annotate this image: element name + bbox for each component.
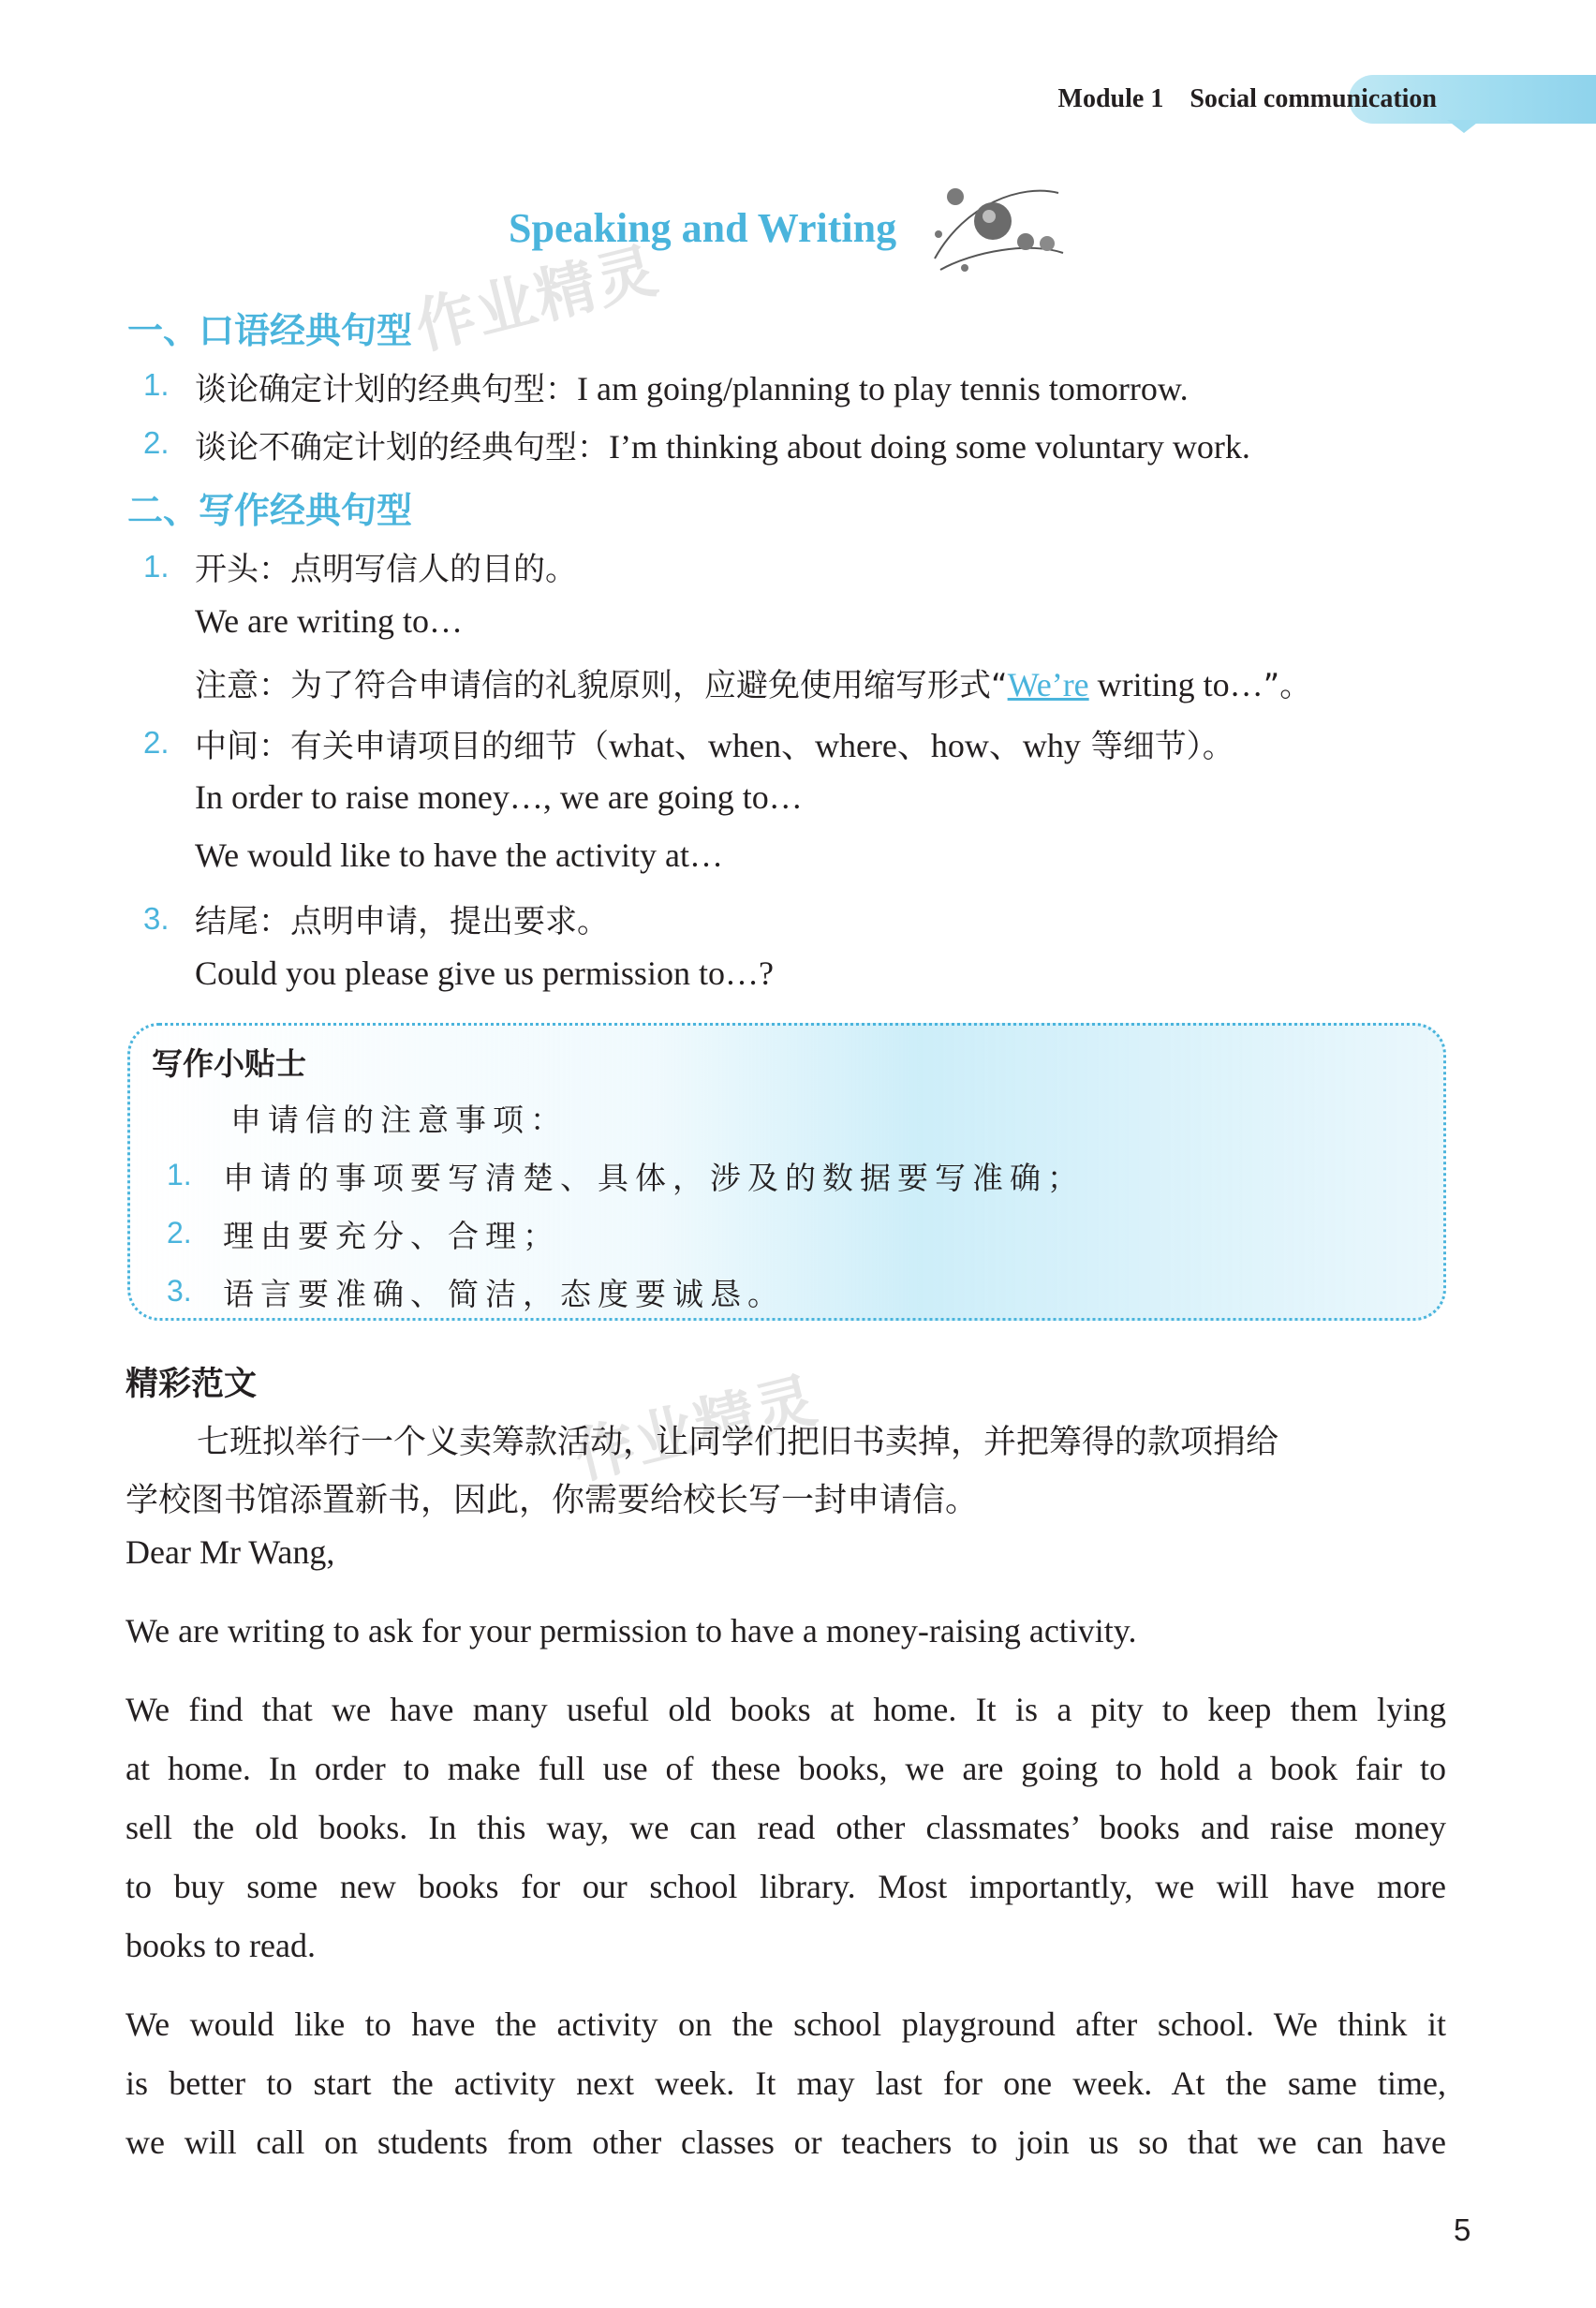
label-en: what、when、where、how、why bbox=[609, 727, 1081, 764]
tip-number: 1. bbox=[167, 1158, 192, 1191]
item1-note bbox=[195, 659, 1311, 705]
essay-line: we will call on students from other classes or teachers to join us so that we can have bbox=[126, 2123, 1446, 2161]
header-module: Module 1 bbox=[1057, 84, 1164, 113]
note-text: 注意：为了符合申请信的礼貌原则，应避免使用缩写形式“ bbox=[195, 667, 1008, 704]
prompt-line: 学校图书馆添置新书，因此，你需要给校长写一封申请信。 bbox=[126, 1482, 979, 1519]
item-cn: 谈论确定计划的经典句型： bbox=[195, 371, 577, 408]
essay-line: We find that we have many useful old books at home. It is a pity to keep them lying bbox=[126, 1691, 1446, 1728]
essay-line: books to read. bbox=[126, 1927, 316, 1964]
list-number: 3. bbox=[143, 901, 170, 936]
item3-example: Could you please give us permission to…? bbox=[195, 954, 774, 992]
note-accent: We’re bbox=[1007, 666, 1089, 703]
essay-line: is better to start the activity next week. It may last for one week. At the same time, bbox=[126, 2064, 1446, 2102]
item1-label: 开头：点明写信人的目的。 bbox=[195, 551, 577, 588]
tip-number: 3. bbox=[167, 1274, 192, 1308]
sample-heading: 精彩范文 bbox=[126, 1366, 258, 1403]
list-item bbox=[195, 363, 1189, 409]
essay-line: to buy some new books for our school library. Most importantly, we will have more bbox=[126, 1868, 1446, 1905]
item2-example: We would like to have the activity at… bbox=[195, 836, 723, 874]
watermark: 作业精灵 bbox=[568, 1365, 825, 1493]
tips-title: 写作小贴士 bbox=[152, 1045, 306, 1082]
essay-line: sell the old books. In this way, we can read other classmates’ books and raise money bbox=[126, 1809, 1446, 1846]
part2-heading: 二、写作经典句型 bbox=[127, 490, 413, 531]
list-item bbox=[195, 422, 1250, 467]
salutation: Dear Mr Wang, bbox=[126, 1533, 335, 1571]
label-cn: 中间：有关申请项目的细节（ bbox=[195, 728, 609, 765]
item-en: I’m thinking about doing some voluntary work. bbox=[609, 428, 1250, 466]
item-cn: 谈论不确定计划的经典句型： bbox=[195, 429, 609, 466]
item1-example: We are writing to… bbox=[195, 602, 464, 640]
section-title: Speaking and Writing bbox=[509, 205, 897, 251]
essay-line: We would like to have the activity on the school playground after school. We think it bbox=[126, 2005, 1446, 2043]
tip-item: 申请的事项要写清楚、具体，涉及的数据要写准确； bbox=[223, 1160, 1085, 1196]
item2-example: In order to raise money…, we are going to… bbox=[195, 778, 803, 816]
list-number: 1. bbox=[143, 549, 170, 584]
label-cn-end: 等细节）。 bbox=[1080, 728, 1234, 765]
tip-item: 语言要准确、简洁，态度要诚恳。 bbox=[223, 1276, 785, 1312]
header-arrow-decoration bbox=[1447, 120, 1481, 133]
header-topic: Social communication bbox=[1190, 84, 1437, 113]
tip-number: 2. bbox=[167, 1216, 192, 1250]
essay-line: at home. In order to make full use of these books, we are going to hold a book fair to bbox=[126, 1750, 1446, 1787]
list-number: 1. bbox=[143, 367, 170, 402]
running-header bbox=[1058, 84, 1437, 114]
watermark: 作业精灵 bbox=[408, 235, 666, 363]
note-en: writing to… bbox=[1088, 666, 1264, 703]
essay-line: We are writing to ask for your permission to have a money-raising activity. bbox=[126, 1612, 1137, 1650]
list-number: 2. bbox=[143, 725, 170, 760]
list-number: 2. bbox=[143, 425, 170, 460]
tips-intro: 申请信的注意事项： bbox=[230, 1102, 568, 1138]
note-end: ”。 bbox=[1263, 667, 1312, 704]
item-en: I am going/planning to play tennis tomorrow. bbox=[577, 370, 1189, 407]
item3-label: 结尾：点明申请，提出要求。 bbox=[195, 903, 609, 940]
tip-item: 理由要充分、合理； bbox=[223, 1218, 560, 1254]
item2-label bbox=[195, 719, 1234, 767]
page-number: 5 bbox=[1454, 2212, 1471, 2247]
prompt-line: 七班拟举行一个义卖筹款活动，让同学们把旧书卖掉，并把筹得的款项捐给 bbox=[197, 1424, 1279, 1461]
part1-heading: 一、口语经典句型 bbox=[127, 310, 413, 351]
planet-orbit-icon bbox=[927, 185, 1068, 274]
